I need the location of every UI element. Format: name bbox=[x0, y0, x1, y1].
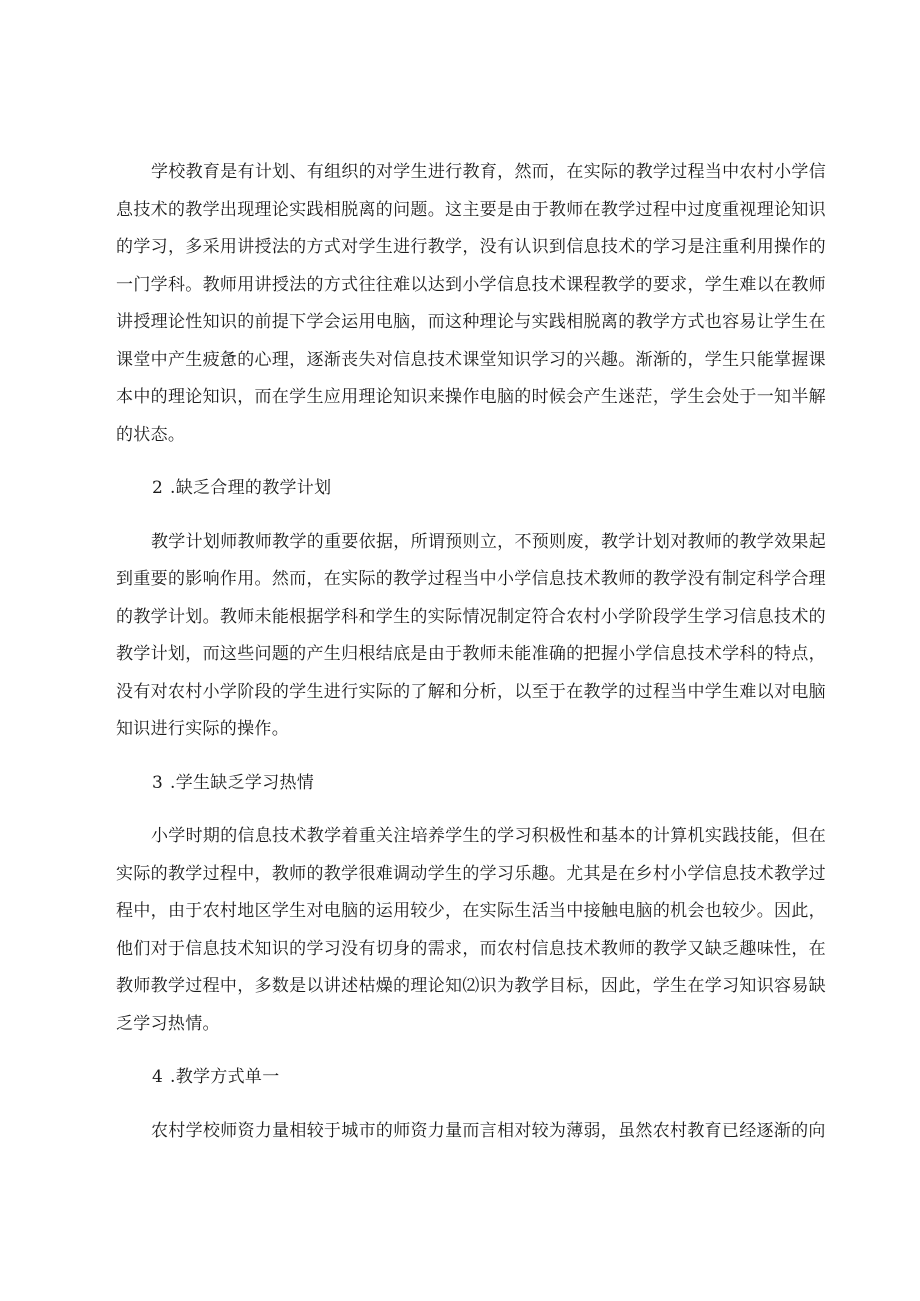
section-3-paragraph: 小学时期的信息技术教学着重关注培养学生的学习积极性和基本的计算机实践技能，但在实际的教学过程中，教师的教学很难调动学生的学习乐趣。尤其是在乡村小学信息技术教学过程中，由于农村地区学生对电脑的运用较少，在实际生活当中接触电脑的机会也较少。因此，他们对于信息技术知识的学习没有切身的需求，而农村信息技术教师的教学又缺乏趣味性，在教师教学过程中，多数是以讲述枯燥的理论知⑵识为教学目标，因此，学生在学习知识容易缺乏学习热情。 bbox=[116, 826, 826, 1034]
section-3-number: 3 bbox=[152, 772, 164, 793]
section-4-paragraph: 农村学校师资力量相较于城市的师资力量而言相对较为薄弱，虽然农村教育已经逐渐的向 bbox=[151, 1120, 826, 1141]
section-4-title: .教学方式单一 bbox=[170, 1067, 280, 1087]
section-4-heading bbox=[116, 1059, 826, 1097]
section-2-title: .缺乏合理的教学计划 bbox=[170, 478, 332, 498]
paragraph-1: 学校教育是有计划、有组织的对学生进行教育，然而，在实际的教学过程当中农村小学信息技术的教学出现理论实践相脱离的问题。这主要是由于教师在教学过程中过度重视理论知识的学习，多采用讲授法的方式对学生进行教学，没有认识到信息技术的学习是注重利用操作的一门学科。教师用讲授法的方式往往难以达到小学信息技术课程教学的要求，学生难以在教师讲授理论性知识的前提下学会运用电脑，而这种理论与实践相脱离的教学方式也容易让学生在课堂中产生疲惫的心理，逐渐丧失对信息技术课堂知识学习的兴趣。渐渐的，学生只能掌握课本中的理论知识，而在学生应用理论知识来操作电脑的时候会产生迷茫，学生会处于一知半解的状态。 bbox=[116, 162, 826, 445]
section-3-heading bbox=[116, 765, 826, 803]
section-3-title: .学生缺乏学习热情 bbox=[170, 772, 315, 793]
section-2-heading bbox=[116, 470, 826, 508]
document-body bbox=[116, 154, 826, 1150]
section-2-number: 2 bbox=[152, 478, 164, 498]
section-2-paragraph: 教学计划师教师教学的重要依据，所谓预则立，不预则废，教学计划对教师的教学效果起到重要的影响作用。然而，在实际的教学过程当中小学信息技术教师的教学没有制定科学合理的教学计划。教师未能根据学科和学生的实际情况制定符合农村小学阶段学生学习信息技术的教学计划，而这些问题的产生归根结底是由于教师未能准确的把握小学信息技术学科的特点，没有对农村小学阶段的学生进行实际的了解和分析，以至于在教学的过程当中学生难以对电脑知识进行实际的操作。 bbox=[116, 531, 826, 739]
section-4-number: 4 bbox=[152, 1067, 164, 1087]
